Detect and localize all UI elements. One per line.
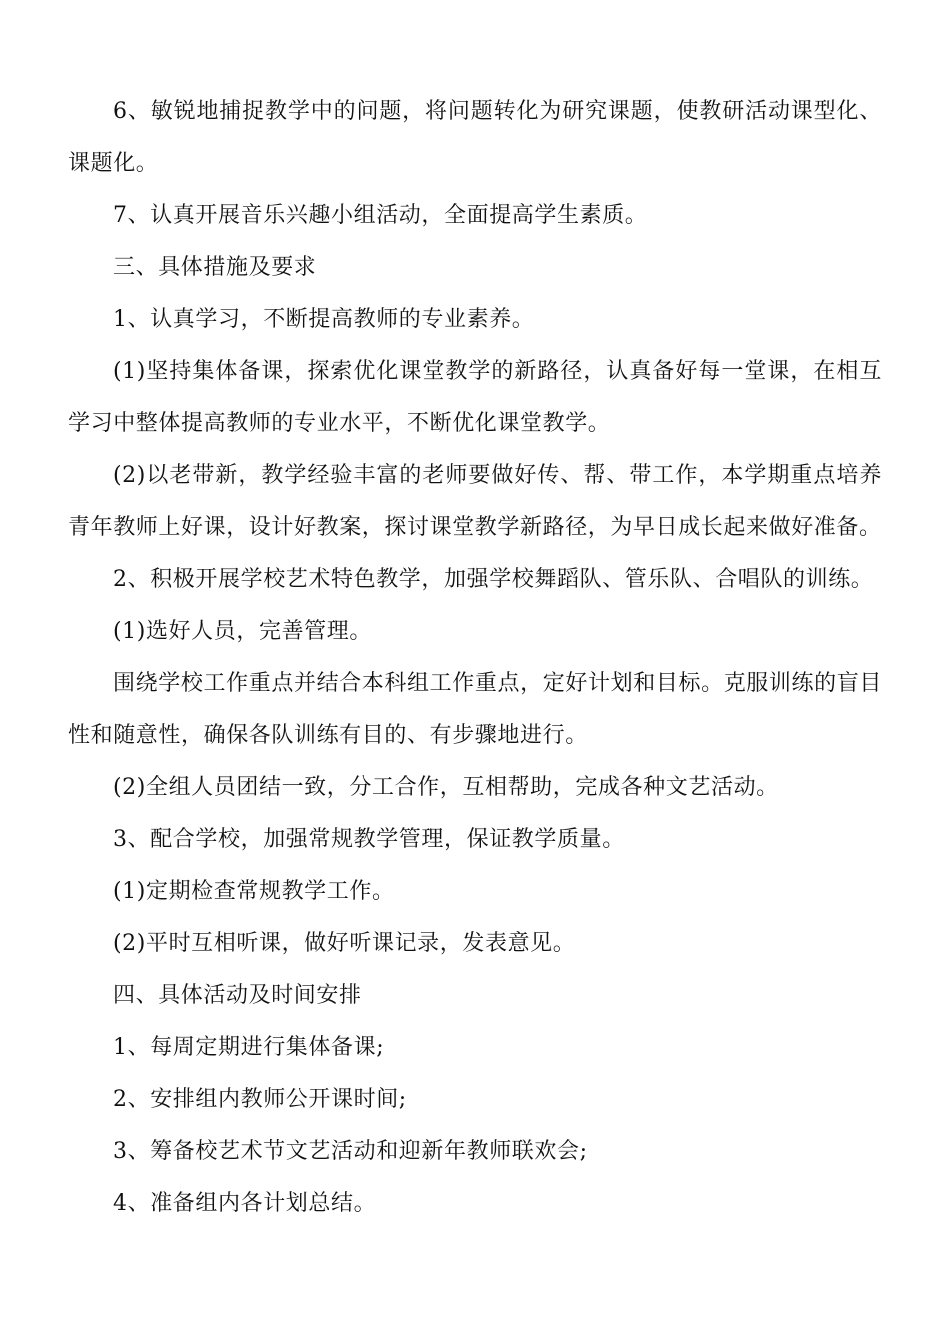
paragraph-schedule-2: 2、安排组内教师公开课时间; bbox=[113, 1087, 407, 1112]
paragraph-measure-2-2: (2)全组人员团结一致，分工合作，互相帮助，完成各种文艺活动。 bbox=[113, 775, 779, 800]
paragraph-measure-3-2: (2)平时互相听课，做好听课记录，发表意见。 bbox=[113, 931, 576, 956]
section-heading-measures: 三、具体措施及要求 bbox=[113, 255, 317, 280]
paragraph-item-7: 7、认真开展音乐兴趣小组活动，全面提高学生素质。 bbox=[113, 203, 648, 228]
paragraph-measure-2-1: (1)选好人员，完善管理。 bbox=[113, 619, 372, 644]
paragraph-schedule-4: 4、准备组内各计划总结。 bbox=[113, 1191, 377, 1216]
paragraph-item-6: 6、敏锐地捕捉教学中的问题，将问题转化为研究课题，使教研活动课型化、课题化。 bbox=[68, 99, 882, 176]
paragraph-schedule-1: 1、每周定期进行集体备课; bbox=[113, 1035, 385, 1060]
paragraph-measure-1-1: (1)坚持集体备课，探索优化课堂教学的新路径，认真备好每一堂课，在相互学习中整体提高教师的专业水平，不断优化课堂教学。 bbox=[68, 359, 882, 436]
paragraph-measure-1: 1、认真学习，不断提高教师的专业素养。 bbox=[113, 307, 535, 332]
document-body bbox=[68, 86, 882, 1230]
paragraph-measure-2-detail: 围绕学校工作重点并结合本科组工作重点，定好计划和目标。克服训练的盲目性和随意性，确保各队训练有目的、有步骤地进行。 bbox=[68, 671, 882, 748]
paragraph-measure-2: 2、积极开展学校艺术特色教学，加强学校舞蹈队、管乐队、合唱队的训练。 bbox=[113, 567, 874, 592]
paragraph-measure-1-2: (2)以老带新，教学经验丰富的老师要做好传、帮、带工作，本学期重点培养青年教师上好课，设计好教案，探讨课堂教学新路径，为早日成长起来做好准备。 bbox=[68, 463, 882, 540]
section-heading-schedule: 四、具体活动及时间安排 bbox=[113, 983, 362, 1008]
paragraph-measure-3-1: (1)定期检查常规教学工作。 bbox=[113, 879, 395, 904]
paragraph-measure-3: 3、配合学校，加强常规教学管理，保证教学质量。 bbox=[113, 827, 625, 852]
paragraph-schedule-3: 3、筹备校艺术节文艺活动和迎新年教师联欢会; bbox=[113, 1139, 588, 1164]
